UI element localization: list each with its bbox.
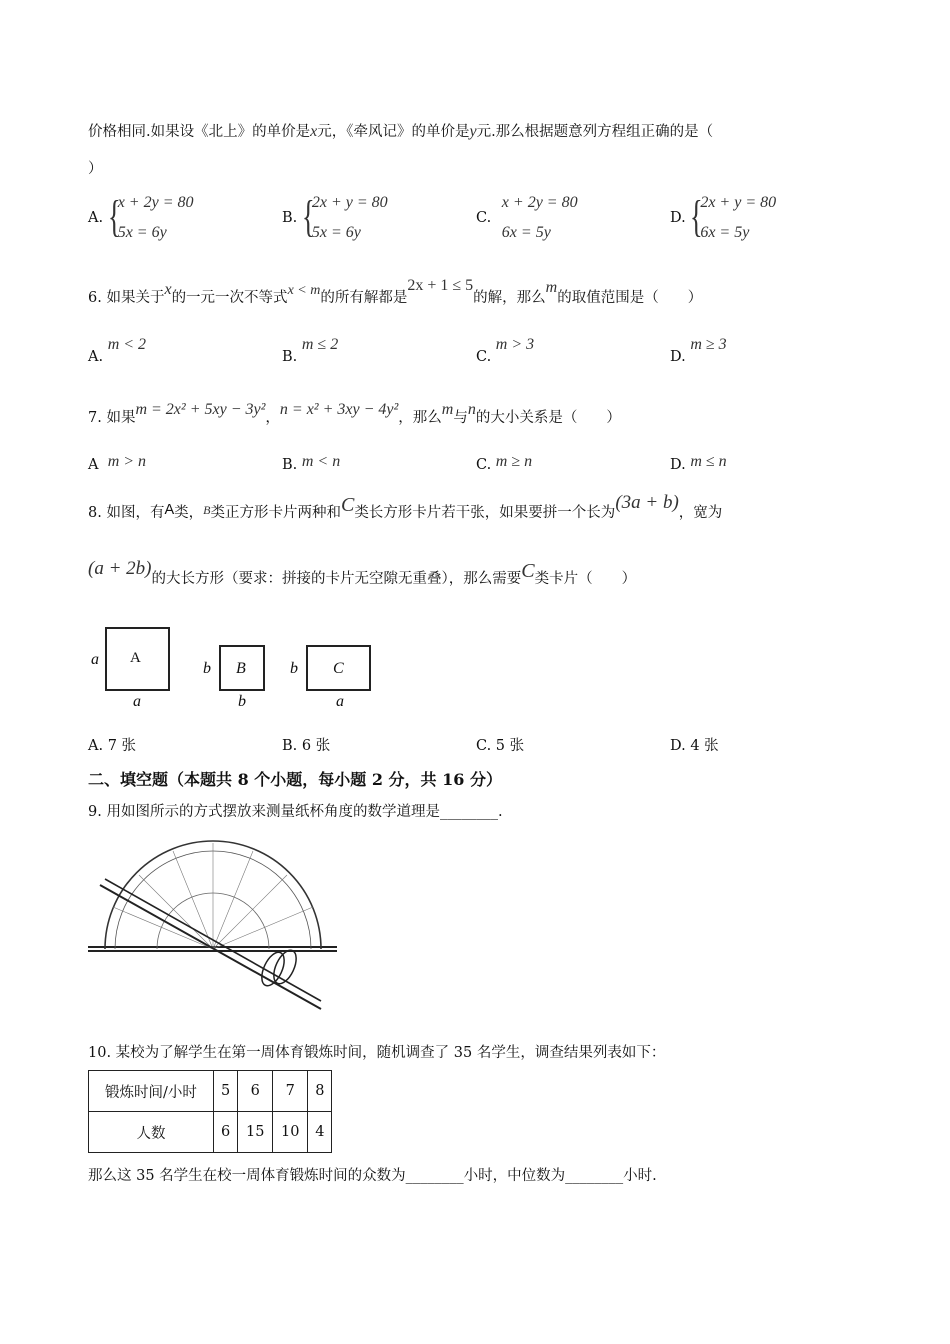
q8-width-expr: (a + 2b): [88, 558, 152, 579]
intro-text-c: 元.那么根据题意列方程组正确的是（: [476, 124, 714, 140]
q6-option-letter: C.: [476, 349, 492, 365]
q8-option-a[interactable]: [88, 734, 136, 755]
q5-eq2: 6x = 5y: [700, 224, 750, 241]
q7-option-letter: D.: [670, 457, 686, 473]
intro-text-b: 元，《牵风记》的单价是: [317, 124, 470, 140]
q5-eq1: x + 2y = 80: [501, 194, 578, 211]
table-cell: 5: [214, 1071, 238, 1112]
var-y: y: [469, 123, 477, 140]
table-row: [89, 1112, 332, 1153]
q7-text: 的大小关系是（ ）: [475, 410, 621, 426]
q7-option-c[interactable]: [476, 453, 532, 471]
q8-option-letter: C.: [476, 738, 492, 754]
q8-option-text: 5 张: [495, 738, 525, 754]
q8-option-text: 7 张: [107, 738, 137, 754]
card-c-label: C: [333, 660, 344, 677]
q5-eq1: 2x + y = 80: [311, 194, 388, 211]
q8-number: 8.: [88, 505, 102, 521]
q7-n-expression: n = x² + 3xy − 4y²: [279, 401, 399, 418]
q8-text: 类，: [174, 505, 204, 521]
card-b-label: B: [236, 660, 246, 677]
q7-text: ，那么: [398, 410, 442, 426]
q5-option-b[interactable]: [282, 188, 388, 248]
q6-number: 6.: [88, 290, 102, 306]
q7-var-n: n: [467, 401, 476, 418]
q8-text: 类正方形卡片两种和: [210, 505, 341, 521]
table-cell: 6: [238, 1071, 273, 1112]
q6-var-m: m: [545, 279, 558, 296]
table-cell: 15: [238, 1112, 273, 1153]
card-c-side-label: b: [290, 660, 298, 677]
intro-line-2: ）: [88, 161, 103, 177]
q5-option-letter: B.: [282, 210, 298, 226]
q5-equation-system: { 2x + y = 80 5x = 6y: [301, 192, 388, 241]
q6-option-letter: D.: [670, 349, 686, 365]
q7-option-b[interactable]: [282, 453, 340, 471]
q6-option-b[interactable]: [282, 336, 339, 365]
table-cell: 10: [273, 1112, 308, 1153]
intro-text-a: 价格相同.如果设《北上》的单价是: [88, 124, 311, 140]
q8-option-letter: A.: [88, 738, 104, 754]
q6-text: 如果关于: [106, 290, 165, 306]
card-a-side-label: a: [91, 651, 99, 668]
q8-option-text: 6 张: [301, 738, 331, 754]
q6-option-letter: A.: [88, 349, 104, 365]
q5-option-c[interactable]: [476, 188, 578, 248]
q8-option-text: 4 张: [690, 738, 719, 754]
q8-type-c: C: [521, 560, 535, 582]
table-cell: 7: [273, 1071, 308, 1112]
q6-option-a[interactable]: [88, 336, 147, 365]
card-c-bottom-label: a: [336, 693, 344, 710]
q8-text: 的大长方形（要求：拼接的卡片无空隙无重叠），那么需要: [151, 571, 522, 587]
table-header-cell: 人数: [89, 1112, 214, 1153]
q6-option-c[interactable]: [476, 336, 535, 365]
q7-option-letter: C.: [476, 457, 492, 473]
q7-option-d[interactable]: [670, 453, 727, 471]
table-row: [89, 1071, 332, 1112]
q7-option-a[interactable]: [88, 453, 146, 471]
q6-option-letter: B.: [282, 349, 298, 365]
q7-option-expr: m ≥ n: [495, 453, 533, 470]
q7-m-expression: m = 2x² + 5xy − 3y²: [135, 401, 266, 418]
exercise-time-table: [88, 1070, 332, 1153]
q6-var-x: x: [164, 281, 172, 298]
q7-number: 7.: [88, 410, 102, 426]
question-10: 10. 某校为了解学生在第一周体育锻炼时间，随机调查了 35 名学生，调查结果列表如下：: [88, 1045, 666, 1061]
q5-eq1: 2x + y = 80: [700, 194, 777, 211]
q5-option-letter: C.: [476, 210, 492, 226]
table-cell: 4: [308, 1112, 332, 1153]
q7-text: ，: [265, 410, 280, 426]
table-cell: 6: [214, 1112, 238, 1153]
q7-option-expr: m > n: [107, 453, 147, 470]
q5-eq2: 5x = 6y: [117, 224, 167, 241]
q6-option-expr: m ≥ 3: [690, 336, 727, 353]
q7-option-letter: A: [88, 457, 99, 473]
q5-option-d[interactable]: [670, 188, 776, 248]
q8-text: ，宽为: [678, 505, 723, 521]
q5-option-a[interactable]: [88, 188, 194, 248]
q8-text: 如图，有: [106, 505, 165, 521]
question-7: [88, 401, 621, 427]
q5-equation-system: [496, 188, 578, 248]
q8-option-letter: B.: [282, 738, 298, 754]
q8-option-c[interactable]: [476, 734, 524, 755]
q7-var-m: m: [441, 401, 454, 418]
q6-option-d[interactable]: [670, 336, 727, 365]
table-cell: 8: [308, 1071, 332, 1112]
q5-equation-system: { x + 2y = 80 5x = 6y: [107, 192, 194, 241]
intro-line-1: [88, 120, 713, 141]
q8-type-c: C: [340, 494, 355, 516]
q6-option-expr: m < 2: [107, 336, 147, 353]
q7-text: 与: [453, 410, 468, 426]
q5-eq2: 5x = 6y: [311, 224, 361, 241]
question-6: [88, 277, 703, 307]
q6-inequality-1: x < m: [287, 283, 321, 298]
q8-type-a: A: [164, 502, 175, 518]
card-b-bottom-label: b: [238, 693, 246, 710]
q6-text: 的解，那么: [473, 290, 546, 306]
q8-length-expr: (3a + b): [615, 492, 679, 513]
q6-text: 的取值范围是（ ）: [557, 290, 703, 306]
card-b-side-label: b: [203, 660, 211, 677]
q7-text: 如果: [106, 410, 136, 426]
q7-option-expr: m < n: [301, 453, 341, 470]
q8-type-b: B: [203, 503, 211, 517]
q5-eq2: 6x = 5y: [501, 224, 551, 241]
question-8-line-1: [88, 492, 723, 523]
q6-text: 的所有解都是: [320, 290, 408, 306]
q6-inequality-2: 2x + 1 ≤ 5: [407, 277, 474, 294]
q8-option-letter: D.: [670, 738, 686, 754]
q5-eq1: x + 2y = 80: [117, 194, 194, 211]
card-a-bottom-label: a: [133, 693, 141, 710]
table-header-cell: 锻炼时间/小时: [89, 1071, 214, 1112]
card-a-label: A: [130, 650, 141, 666]
q8-text: 类长方形卡片若干张，如果要拼一个长为: [354, 505, 616, 521]
q5-equation-system: { 2x + y = 80 6x = 5y: [690, 192, 777, 241]
section-title: 二、填空题（本题共 8 个小题，每小题 2 分，共 16 分）: [88, 770, 502, 789]
q7-option-expr: m ≤ n: [690, 453, 727, 470]
question-10-blank: 那么这 35 名学生在校一周体育锻炼时间的众数为________小时，中位数为________小时.: [88, 1168, 657, 1184]
q5-option-letter: D.: [670, 210, 686, 226]
var-x: x: [310, 123, 318, 140]
q5-option-letter: A.: [88, 210, 104, 226]
question-8-line-2: [88, 558, 637, 589]
q8-option-d[interactable]: [670, 734, 719, 755]
q6-text: 的一元一次不等式: [171, 290, 288, 306]
question-9: 9. 用如图所示的方式摆放来测量纸杯角度的数学道理是________.: [88, 804, 503, 820]
q6-option-expr: m > 3: [495, 336, 535, 353]
q7-option-letter: B.: [282, 457, 298, 473]
q8-option-b[interactable]: [282, 734, 330, 755]
protractor-figure: [85, 835, 345, 1015]
q8-text: 类卡片（ ）: [534, 571, 637, 587]
q6-option-expr: m ≤ 2: [301, 336, 339, 353]
